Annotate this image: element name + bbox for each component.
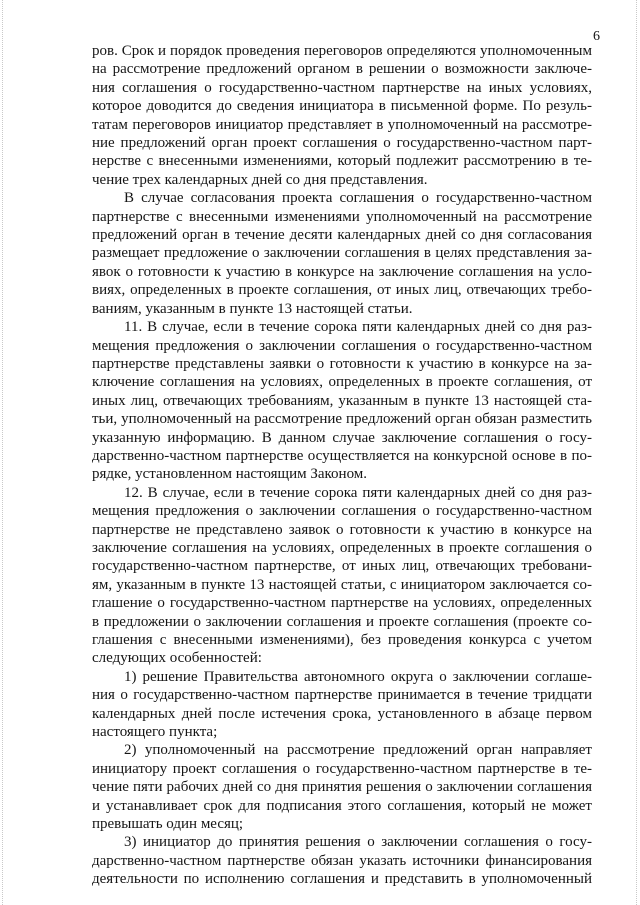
text-line: рядке, установленном настоящим Законом. xyxy=(92,466,368,483)
text-line: чение пяти рабочих дней со дня принятия решения о заключении соглашения xyxy=(92,779,592,796)
scan-edge-right xyxy=(636,0,638,905)
text-line: следующих особенностей: xyxy=(92,650,262,667)
text-line: 11. В случае, если в течение сорока пяти календарных дней со дня раз- xyxy=(124,319,592,336)
text-line: указанную информацию. В данном случае заключение соглашения о госу- xyxy=(92,429,592,446)
text-line: деятельности по исполнению соглашения и представить в уполномоченный xyxy=(92,871,592,888)
text-line: глашения с внесенными изменениями), без проведения конкурса с учетом xyxy=(92,632,592,648)
text-line: ров. Срок и порядок проведения переговоров определяются уполномоченным xyxy=(92,43,592,59)
text-line: настоящего пункта; xyxy=(92,724,218,741)
text-line: 12. В случае, если в течение сорока пяти календарных дней со дня раз- xyxy=(124,484,592,501)
text-line: виях, определенных в проекте соглашения, от иных лиц, отвечающих требо- xyxy=(92,282,592,299)
text-line: дарственно-частном партнерстве обязан указать источники финансирования xyxy=(92,852,592,869)
text-line: 1) решение Правительства автономного округа о заключении соглаше- xyxy=(124,668,592,685)
text-line: В случае согласования проекта соглашения о государственно-частном xyxy=(124,190,592,207)
text-line: татам переговоров инициатор представляет в уполномоченный на рассмотре- xyxy=(92,116,592,133)
text-line: чение трех календарных дней со дня представления. xyxy=(92,171,428,188)
text-line: мещения предложения о заключении соглашения о государственно-частном xyxy=(92,503,592,520)
text-line: которое доводится до сведения инициатора в письменной форме. По резуль- xyxy=(92,98,592,115)
text-line: размещает предложение о заключении соглашения в целях представления за- xyxy=(92,245,592,262)
text-line: партнерстве представлены заявки о готовности к участию в конкурсе на за- xyxy=(92,355,592,372)
text-line: партнерстве не представлено заявок о готовности к участию в конкурсе на xyxy=(92,521,592,538)
text-line: ния о государственно-частном партнерстве принимается в течение тридцати xyxy=(92,687,592,704)
text-line: ния соглашения о государственно-частном партнерстве на иных условиях, xyxy=(92,79,592,96)
text-line: явок о готовности к участию в конкурсе на заключение соглашения на усло- xyxy=(92,263,592,280)
document-body xyxy=(92,42,592,889)
text-line: тьи, уполномоченный на рассмотрение предложений орган обязан разместить xyxy=(92,411,592,428)
text-line: ям, указанным в пункте 13 настоящей статьи, с инициатором заключается со- xyxy=(92,576,592,593)
text-line: государственно-частном партнерстве, от иных лиц, отвечающих требовани- xyxy=(92,558,592,575)
text-line: мещения предложения о заключении соглашения о государственно-частном xyxy=(92,337,592,354)
text-line: и устанавливает срок для подписания этого соглашения, который не может xyxy=(92,797,592,814)
text-line: 2) уполномоченный на рассмотрение предложений орган направляет xyxy=(124,742,592,759)
text-line: иных лиц, отвечающих требованиям, указанным в пункте 13 настоящей ста- xyxy=(92,392,592,409)
text-line: инициатору проект соглашения о государственно-частном партнерстве в те- xyxy=(92,760,592,777)
page-number: 6 xyxy=(593,29,600,44)
text-line: ваниям, указанным в пункте 13 настоящей статьи. xyxy=(92,300,413,317)
text-line: ключение соглашения на условиях, определенных в проекте соглашения, от xyxy=(92,374,592,391)
text-line: в предложении о заключении соглашения и проекте соглашения (проекте со- xyxy=(92,613,592,630)
text-line: 3) инициатор до принятия решения о заключении соглашения о госу- xyxy=(124,834,592,851)
text-line: превышать один месяц; xyxy=(92,816,244,833)
text-line: предложений орган в течение десяти календарных дней со дня согласования xyxy=(92,227,592,244)
scan-edge-left xyxy=(2,0,4,905)
text-line: глашение о государственно-частном партнерстве на условиях, определенных xyxy=(92,595,592,612)
text-line: на рассмотрение предложений органом в решении о возможности заключе- xyxy=(92,61,592,78)
text-line: партнерстве с внесенными изменениями уполномоченный на рассмотрение xyxy=(92,208,592,225)
text-line: нерстве с внесенными изменениями, который подлежит рассмотрению в те- xyxy=(92,153,592,170)
text-line: дарственно-частном партнерстве осуществляется на конкурсной основе в по- xyxy=(92,447,592,464)
text-line: заключение соглашения на условиях, определенных в проекте соглашения о xyxy=(92,539,592,556)
text-line: календарных дней после истечения срока, установленного в абзаце первом xyxy=(92,705,592,722)
text-line: ние предложений орган проект соглашения о государственно-частном парт- xyxy=(92,135,592,152)
